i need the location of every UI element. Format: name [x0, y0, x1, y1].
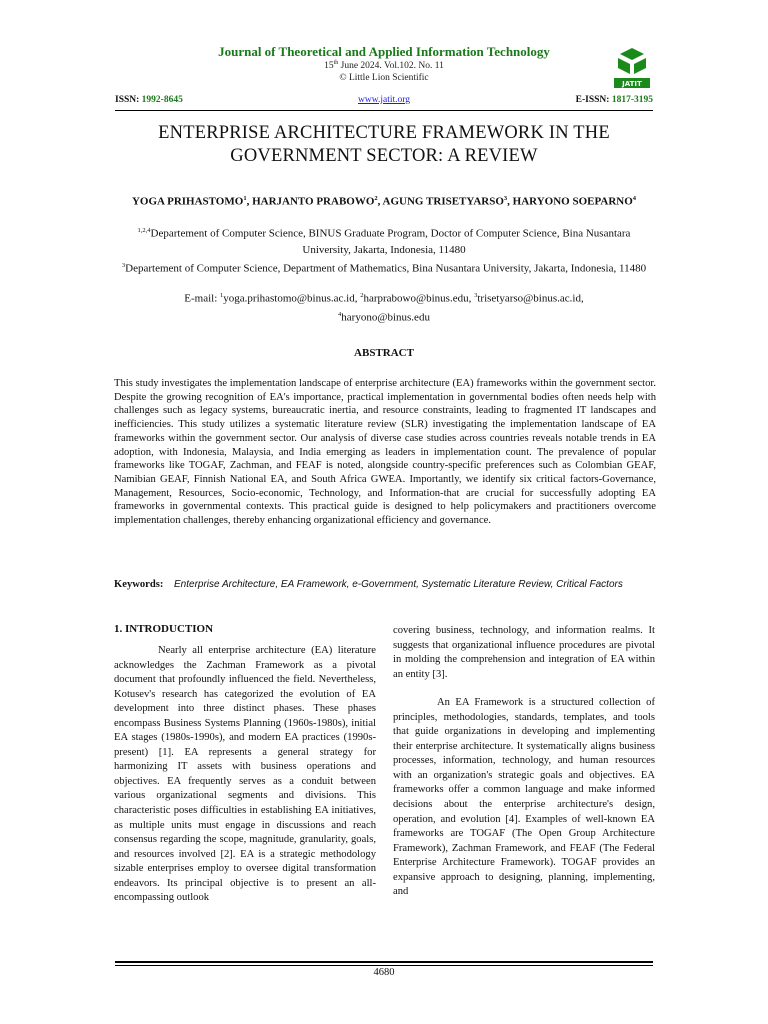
abstract-text: This study investigates the implementation landscape of enterprise architecture (EA) frameworks within the government sector. Despite the growing recognition of EA's importance, practical implementation in governmental bodies often needs help with challenges such as legacy systems, bureaucratic inertia, and resource constraints, leading to fragmented IT landscapes and inefficiencies. This study utilizes a systematic literature review (SLR) investigating the implementation landscape of EA frameworks within the government sector. Our analysis of diverse case studies across countries reveals notable trends in EA adoption, with Indonesia, Malaysia, and India emerging as leaders in implementation count. The prevalence of popular frameworks like TOGAF, Zachman, and FEAF is noted, alongside country-specific preferences such as Colombian GEAF, Namibian GEAF, Finnish National EA, and South Africa GWEA. Importantly, we identify six critical factors-Governance, Management, Resources, Socio-economic, Technology, and Information-that are crucial for successfully adopting EA frameworks in governmental contexts. This practical guide is designed to help policymakers and practitioners overcome implementation challenges, thereby enhancing organizational efficiency and governance.: [114, 378, 656, 527]
paragraph: covering business, technology, and information realms. It suggests that organizational influence procedures are pivotal in molding the comprehension and integration of EA within an entity [3].: [393, 625, 655, 680]
issn-row: [115, 95, 653, 109]
abstract-heading: ABSTRACT: [354, 347, 414, 359]
keywords-label: Keywords:: [114, 579, 164, 590]
paragraph: Nearly all enterprise architecture (EA) literature acknowledges the Zachman Framework as a pivotal document that profoundly influenced the field. Nevertheless, Kotusev's research has categorized the evolution of EA development into three distinct phases. These phases encompass Business Systems Planning (1960s-1980s), initial EA stages (1980s-1990s), and modern EA practices (1990s-present) [1]. EA represents a general strategy for harmonizing IT assets with business operations and objectives. EA frequently serves as a conduit between various organizational segments and divisions. This characteristic poses difficulties in establishing EA initiatives, as multiple units must engage in discussions and reach consensus regarding the scope, magnitude, granularity, goals, and resources involved [2]. EA is a strategic methodology sizable enterprises employ to oversee digital transformation endeavors. Its principal objective is to present an all-encompassing outlook: [114, 645, 376, 904]
journal-url[interactable]: www.jatit.org: [358, 95, 410, 105]
affiliation-2: $^3$Departement of Computer Science, Department of Mathematics, Bina Nusantara University, Jakarta, Indonesia, 11480: [121, 261, 647, 275]
eissn: E-ISSN: 1817-3195: [575, 95, 653, 105]
issue-info: 15th June 2024. Vol.102. No. 11: [324, 60, 444, 72]
issn: ISSN: 1992-8645: [115, 95, 183, 105]
section-heading-introduction: 1. INTRODUCTION: [114, 623, 214, 635]
jatit-logo: [612, 44, 652, 90]
paper-title: ENTERPRISE ARCHITECTURE FRAMEWORK IN THE GOVERNMENT SECTOR: A REVIEW: [158, 123, 610, 166]
svg-text:JATIT: JATIT: [622, 80, 642, 88]
paragraph: An EA Framework is a structured collection of principles, methodologies, standards, templates, and tools that guide organizations in developing and implementing their enterprise architecture. It systematically aligns business processes, information, technology, and human resources with an organization's strategic goals and objectives. EA frameworks offer a common language and make informed decisions about the enterprise architecture's design, operation, and evolution [4]. Examples of well-known EA frameworks are TOGAF (The Open Group Architecture Framework), Zachman Framework, and FEAF (The Federal Enterprise Architecture Framework). TOGAF provides an expansive approach to designing, planning, implementing, and: [393, 697, 655, 898]
left-column: [114, 644, 376, 906]
affiliation-1: $^{1,2,4}$Departement of Computer Science, BINUS Graduate Program, Doctor of Computer Science, Bina Nusantara University, Jakarta, Indonesia, 11480: [137, 227, 631, 256]
footer-rule: [115, 961, 653, 963]
publisher: © Little Lion Scientific: [339, 73, 429, 83]
page-number: 4680: [373, 967, 395, 978]
affiliations: [115, 223, 653, 276]
keywords-text: Enterprise Architecture, EA Framework, e-Government, Systematic Literature Review, Critical Factors: [174, 579, 623, 590]
footer-rule-thin: [115, 965, 653, 966]
authors: YOGA PRIHASTOMO$^1$, HARJANTO PRABOWO$^2$, AGUNG TRISETYARSO$^3$, HARYONO SOEPARNO$^4$: [131, 195, 637, 208]
author-emails: E-mail: $^1$yoga.prihastomo@binus.ac.id, $^2$harprabowo@binus.edu, $^3$trisetyarso@binus.ac.id, $^4$haryono@binus.edu: [184, 292, 584, 324]
right-column: [393, 624, 655, 900]
journal-name: Journal of Theoretical and Applied Information Technology: [218, 44, 550, 59]
header-rule: [115, 110, 653, 111]
